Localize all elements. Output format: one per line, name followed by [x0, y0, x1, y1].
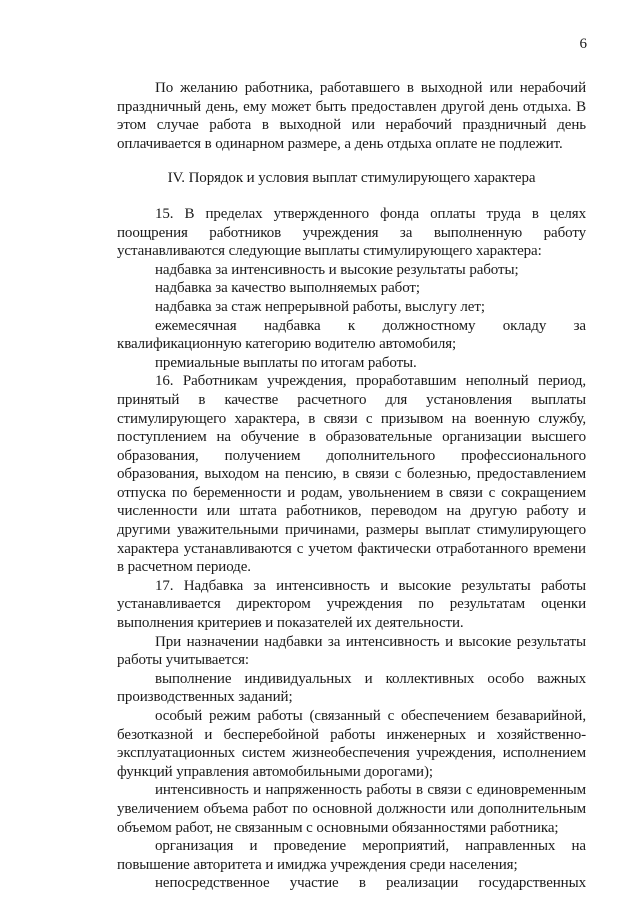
paragraph-criteria-intro: При назначении надбавки за интенсивность и высокие результаты работы учитывается: — [117, 633, 586, 669]
list-item-bonus-quality: надбавка за качество выполняемых работ; — [155, 280, 420, 297]
list-item-intensity: интенсивность и напряженность работы в связи с единовременным увеличением объема работ по основной должности или дополнительным объемом работ, не связанным с основными обязанностями работника; — [117, 782, 586, 836]
list-item-participation: непосредственное участие в реализации государственных — [155, 875, 586, 892]
paragraph-15: 15. В пределах утвержденного фонда оплаты труда в целях поощрения работников учреждения за выполненную работу устанавливаются следующие выплаты стимулирующего характера: — [117, 205, 586, 260]
list-item-bonus-driver-category: ежемесячная надбавка к должностному окладу за квалификационную категорию водителю автомобиля; — [117, 317, 586, 353]
paragraph-16: 16. Работникам учреждения, проработавшим неполный период, принятый в качестве расчетного для установления выплаты стимулирующего характера, в связи с призывом на военную службу, поступлением на обучение в образовательные организации высшего образования, получением дополнительного профессионального образования, выходом на пенсию, в связи с болезнью, предоставлением отпуска по беременности и родам, увольнением в связи с сокращением численности или штата работников, переводом на другую работу и другими уважительными причинами, размеры выплат стимулирующего характера устанавливаются с учетом фактически отработанного времени в расчетном периоде. — [117, 373, 586, 576]
list-item-events: организация и проведение мероприятий, направленных на повышение авторитета и имиджа учреждения среди населения; — [117, 838, 586, 873]
list-item-special-mode: особый режим работы (связанный с обеспечением безаварийной, безотказной и бесперебойной работы инженерных и хозяйственно-эксплуатационных систем жизнеобеспечения учреждения, исполнением функций управления автомобильными дорогами); — [117, 708, 586, 780]
list-item-important-tasks: выполнение индивидуальных и коллективных особо важных производственных заданий; — [117, 670, 586, 706]
document-body — [117, 79, 586, 893]
list-item-premium-payments: премиальные выплаты по итогам работы. — [155, 354, 417, 371]
section-heading: IV. Порядок и условия выплат стимулирующего характера — [167, 170, 536, 187]
paragraph-intro: По желанию работника, работавшего в выходной или нерабочий праздничный день, ему может быть предоставлен другой день отдыха. В этом случае работа в выходной или нерабочий праздничный день оплачивается в одинарном размере, а день отдыха оплате не подлежит. — [117, 80, 586, 152]
page-number: 6 — [579, 36, 587, 52]
list-item-bonus-intensity: надбавка за интенсивность и высокие результаты работы; — [155, 261, 519, 278]
list-item-bonus-seniority: надбавка за стаж непрерывной работы, выслугу лет; — [155, 298, 485, 315]
paragraph-17: 17. Надбавка за интенсивность и высокие результаты работы устанавливается директором учреждения по результатам оценки выполнения критериев и показателей их деятельности. — [117, 577, 586, 632]
